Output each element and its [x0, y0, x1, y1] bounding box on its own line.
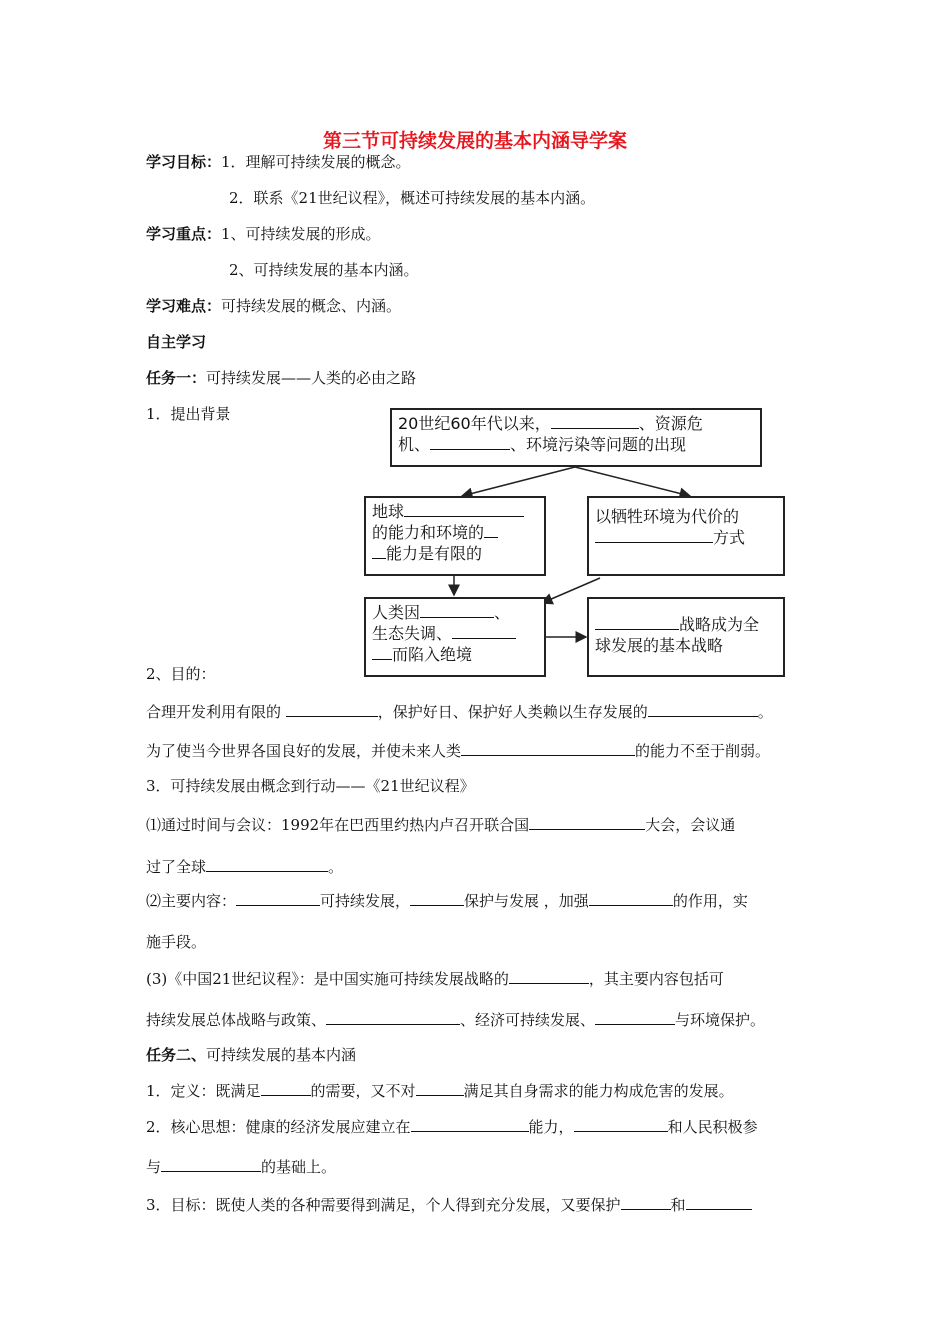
difficulty-text: 可持续发展的概念、内涵。 [221, 297, 402, 315]
diagram-box-background [390, 408, 762, 467]
diagram-human-text-3: 生态失调、 [372, 624, 453, 643]
blank-core-3 [161, 1156, 261, 1172]
diagram-box-strategy [587, 597, 785, 677]
blank-agenda-6 [509, 968, 589, 984]
diagram-box-development [587, 496, 785, 576]
blank-purpose-1 [286, 701, 378, 717]
blank-development [595, 527, 713, 543]
agenda-heading: 3．可持续发展由概念到行动——《21世纪议程》 [146, 777, 475, 795]
agenda-para-1a: ⑴通过时间与会议：1992年在巴西里约热内卢召开联合国 大会，会议通 [146, 816, 736, 834]
diagram-top-text-1: 20世纪60年代以来， [398, 414, 551, 433]
blank-def-2 [416, 1080, 464, 1096]
blank-goal-1 [621, 1194, 671, 1210]
task2-label: 任务二、 [146, 1046, 207, 1064]
blank-human-3 [372, 644, 392, 660]
diagram-development-text-2: 方式 [713, 528, 746, 547]
diagram-earth-text-3: 能力是有限的 [386, 544, 483, 563]
core-idea-line-1: 2．核心思想：健康的经济发展应建立在 能力， 和人民积极参 [146, 1118, 758, 1136]
diagram-earth-text-2: 的能力和环境的 [372, 523, 485, 542]
diagram-human-text-1: 人类因 [372, 603, 421, 622]
task1-label: 任务一： [146, 369, 207, 387]
blank-agenda-4 [410, 890, 464, 906]
agenda-para-3a: (3)《中国21世纪议程》：是中国实施可持续发展战略的 ，其主要内容包括可 [146, 970, 724, 988]
self-study-heading: 自主学习 [146, 333, 207, 351]
diagram-top-text-3: 机、 [398, 435, 431, 454]
blank-agenda-7 [326, 1009, 460, 1025]
diagram-development-text-1: 以牺牲环境为代价的 [595, 507, 740, 526]
objective-1: 1．理解可持续发展的概念。 [221, 153, 411, 171]
blank-top-1 [551, 413, 639, 429]
arrow-to-earth-box [462, 467, 575, 496]
blank-purpose-3 [461, 740, 635, 756]
agenda-para-3b: 持续发展总体战略与政策、 、经济可持续发展、 与环境保护。 [146, 1011, 766, 1029]
blank-human-1 [420, 602, 494, 618]
blank-agenda-2 [206, 856, 328, 872]
arrow-to-development-box [575, 467, 690, 496]
blank-agenda-1 [529, 814, 645, 830]
key-point-2: 2、可持续发展的基本内涵。 [229, 261, 419, 279]
blank-def-1 [261, 1080, 311, 1096]
agenda-para-2b: 施手段。 [146, 933, 207, 951]
blank-core-2 [574, 1116, 668, 1132]
key-points-label: 学习重点： [146, 225, 222, 243]
agenda-para-1b: 过了全球 。 [146, 858, 344, 876]
task2-heading [146, 1045, 356, 1065]
blank-top-2 [430, 434, 510, 450]
blank-earth-3 [372, 543, 386, 559]
diagram-top-text-2: 、资源危 [638, 414, 703, 433]
objective-2: 2．联系《21世纪议程》，概述可持续发展的基本内涵。 [229, 189, 596, 207]
diagram-earth-text-1: 地球 [372, 502, 405, 521]
background-label: 1．提出背景 [146, 405, 231, 423]
objectives-label: 学习目标： [146, 153, 222, 171]
definition-line: 1．定义：既满足 的需要，又不对 满足其自身需求的能力构成危害的发展。 [146, 1082, 734, 1100]
purpose-line-2: 为了使当今世界各国良好的发展，并使未来人类 的能力不至于削弱。 [146, 742, 771, 760]
blank-human-2 [452, 623, 516, 639]
difficulty-label: 学习难点： [146, 297, 222, 315]
diagram-box-earth [364, 496, 546, 576]
diagram-human-text-4: 而陷入绝境 [392, 645, 473, 664]
task1-text: 可持续发展——人类的必由之路 [206, 369, 417, 387]
blank-purpose-2 [648, 701, 758, 717]
key-point-1: 1、可持续发展的形成。 [221, 225, 381, 243]
blank-agenda-8 [595, 1009, 675, 1025]
diagram-strategy-text-2: 球发展的基本战略 [595, 636, 724, 655]
blank-earth-1 [404, 501, 524, 517]
core-idea-line-2: 与 的基础上。 [146, 1158, 337, 1176]
diagram-strategy-text-1: 战略成为全 [679, 615, 760, 634]
diagram-human-text-2: 、 [494, 603, 511, 622]
blank-agenda-5 [589, 890, 673, 906]
diagram-top-text-4: 、环境污染等问题的出现 [510, 435, 687, 454]
goal-line: 3．目标：既使人类的各种需要得到满足，个人得到充分发展，又要保护 和 [146, 1194, 752, 1215]
purpose-label: 2、目的： [146, 665, 216, 683]
page-title: 第三节可持续发展的基本内涵导学案 [322, 130, 627, 152]
blank-earth-2 [484, 522, 498, 538]
task2-text: 可持续发展的基本内涵 [206, 1046, 357, 1064]
purpose-line-1: 合理开发利用有限的 ，保护好日、保护好人类赖以生存发展的 。 [146, 703, 773, 721]
blank-agenda-3 [236, 890, 320, 906]
blank-core-1 [411, 1116, 529, 1132]
agenda-para-2a: ⑵主要内容： 可持续发展， 保护与发展 ，加强 的作用，实 [146, 892, 748, 910]
diagram-box-human [364, 597, 546, 677]
blank-strategy [595, 614, 679, 630]
blank-goal-2 [686, 1194, 752, 1210]
